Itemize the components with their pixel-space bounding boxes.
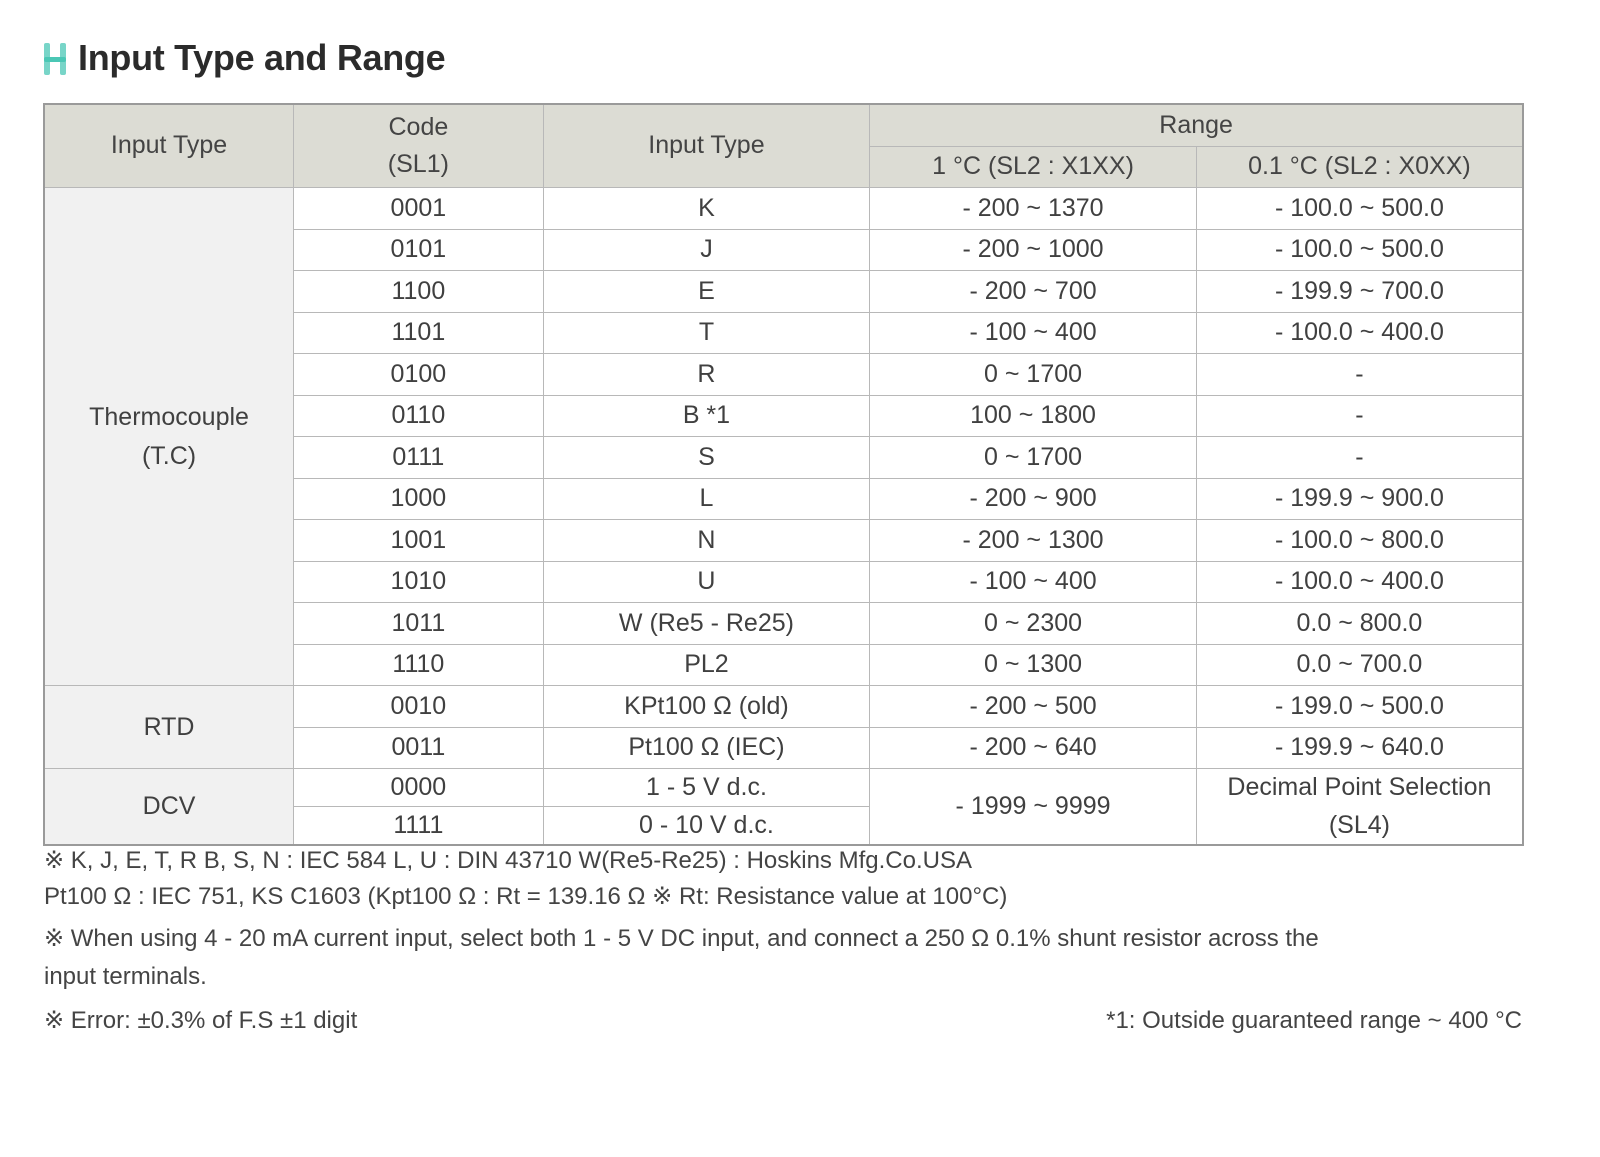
- note-footnote: *1: Outside guaranteed range ~ 400 °C: [1106, 1007, 1522, 1034]
- range-01c-cell: - 100.0 ~ 800.0: [1196, 520, 1523, 562]
- range-01c-cell: -: [1196, 437, 1523, 479]
- type-cell: 0 - 10 V d.c.: [543, 806, 870, 845]
- code-cell: 0011: [294, 727, 544, 769]
- type-cell: S: [543, 437, 870, 479]
- code-cell: 0001: [294, 188, 544, 230]
- group-dcv: DCV: [44, 769, 294, 846]
- code-cell: 1111: [294, 806, 544, 845]
- range-01c-cell: - 100.0 ~ 400.0: [1196, 561, 1523, 603]
- range-1c-cell: - 100 ~ 400: [870, 561, 1197, 603]
- table-row: [44, 769, 1523, 807]
- range-1c-cell: 0 ~ 1700: [870, 437, 1197, 479]
- range-01c-cell: -: [1196, 354, 1523, 396]
- header-code-line2: (SL1): [387, 150, 449, 178]
- range-01c-cell: -: [1196, 395, 1523, 437]
- title-row: [44, 36, 445, 80]
- type-cell: R: [543, 354, 870, 396]
- dcv-range-01c-line1: Decimal Point Selection: [1227, 773, 1492, 801]
- brand-h-icon: [44, 41, 66, 75]
- note-pt100: Pt100 Ω : IEC 751, KS C1603 (Kpt100 Ω : Rt = 139.16 Ω ※ Rt: Resistance value at 100°C): [44, 883, 1008, 910]
- type-cell: 1 - 5 V d.c.: [543, 769, 870, 807]
- range-1c-cell: - 200 ~ 1000: [870, 229, 1197, 271]
- dcv-range-01c-line2: (SL4): [1328, 810, 1390, 839]
- type-cell: W (Re5 - Re25): [543, 603, 870, 645]
- header-range: Range: [870, 104, 1523, 147]
- type-cell: K: [543, 188, 870, 230]
- range-1c-cell: - 100 ~ 400: [870, 312, 1197, 354]
- code-cell: 0111: [294, 437, 544, 479]
- type-cell: N: [543, 520, 870, 562]
- code-cell: 1001: [294, 520, 544, 562]
- header-code-line1: Code: [388, 112, 449, 141]
- range-1c-cell: - 200 ~ 700: [870, 271, 1197, 313]
- range-1c-cell: - 200 ~ 640: [870, 727, 1197, 769]
- code-cell: 1000: [294, 478, 544, 520]
- group-thermocouple-line1: Thermocouple: [89, 402, 249, 431]
- type-cell: PL2: [543, 644, 870, 686]
- code-cell: 1011: [294, 603, 544, 645]
- range-01c-cell: - 100.0 ~ 400.0: [1196, 312, 1523, 354]
- type-cell: B *1: [543, 395, 870, 437]
- range-01c-cell: - 199.9 ~ 900.0: [1196, 478, 1523, 520]
- range-01c-cell: - 100.0 ~ 500.0: [1196, 229, 1523, 271]
- range-1c-cell: - 200 ~ 900: [870, 478, 1197, 520]
- range-01c-cell: - 100.0 ~ 500.0: [1196, 188, 1523, 230]
- range-1c-cell: - 200 ~ 500: [870, 686, 1197, 728]
- code-cell: 1100: [294, 271, 544, 313]
- range-01c-cell: 0.0 ~ 700.0: [1196, 644, 1523, 686]
- type-cell: U: [543, 561, 870, 603]
- range-1c-cell: 0 ~ 1700: [870, 354, 1197, 396]
- dcv-range-1c-cell: - 1999 ~ 9999: [870, 769, 1197, 846]
- code-cell: 1010: [294, 561, 544, 603]
- page-title: Input Type and Range: [78, 37, 446, 78]
- header-range-01c: 0.1 °C (SL2 : X0XX): [1196, 147, 1523, 188]
- dcv-range-01c-cell: [1196, 769, 1523, 846]
- range-1c-cell: 0 ~ 1300: [870, 644, 1197, 686]
- type-cell: KPt100 Ω (old): [543, 686, 870, 728]
- table-row: [44, 188, 1523, 230]
- type-cell: J: [543, 229, 870, 271]
- range-01c-cell: - 199.9 ~ 640.0: [1196, 727, 1523, 769]
- header-code: [294, 104, 544, 188]
- code-cell: 0110: [294, 395, 544, 437]
- note-error: ※ Error: ±0.3% of F.S ±1 digit: [44, 1007, 358, 1034]
- range-1c-cell: 100 ~ 1800: [870, 395, 1197, 437]
- note-standards: ※ K, J, E, T, R B, S, N : IEC 584 L, U : DIN 43710 W(Re5-Re25) : Hoskins Mfg.Co.USA: [44, 847, 972, 874]
- header-range-1c: 1 °C (SL2 : X1XX): [870, 147, 1197, 188]
- type-cell: E: [543, 271, 870, 313]
- range-1c-cell: - 200 ~ 1300: [870, 520, 1197, 562]
- range-01c-cell: - 199.0 ~ 500.0: [1196, 686, 1523, 728]
- type-cell: T: [543, 312, 870, 354]
- code-cell: 0000: [294, 769, 544, 807]
- range-1c-cell: 0 ~ 2300: [870, 603, 1197, 645]
- code-cell: 1110: [294, 644, 544, 686]
- range-1c-cell: - 200 ~ 1370: [870, 188, 1197, 230]
- note-current-input: ※ When using 4 - 20 mA current input, select both 1 - 5 V DC input, and connect a 250 Ω 0.1% shunt resistor across the: [44, 925, 1319, 952]
- code-cell: 0010: [294, 686, 544, 728]
- group-rtd: RTD: [44, 686, 294, 769]
- range-01c-cell: 0.0 ~ 800.0: [1196, 603, 1523, 645]
- code-cell: 0100: [294, 354, 544, 396]
- code-cell: 0101: [294, 229, 544, 271]
- header-input-type-2: Input Type: [543, 104, 870, 188]
- input-range-table: [43, 103, 1524, 846]
- group-thermocouple: [44, 188, 294, 686]
- type-cell: L: [543, 478, 870, 520]
- code-cell: 1101: [294, 312, 544, 354]
- group-thermocouple-line2: (T.C): [141, 441, 197, 470]
- range-01c-cell: - 199.9 ~ 700.0: [1196, 271, 1523, 313]
- type-cell: Pt100 Ω (IEC): [543, 727, 870, 769]
- table-row: [44, 686, 1523, 728]
- header-input-type: Input Type: [44, 104, 294, 188]
- note-current-input-cont: input terminals.: [44, 963, 207, 990]
